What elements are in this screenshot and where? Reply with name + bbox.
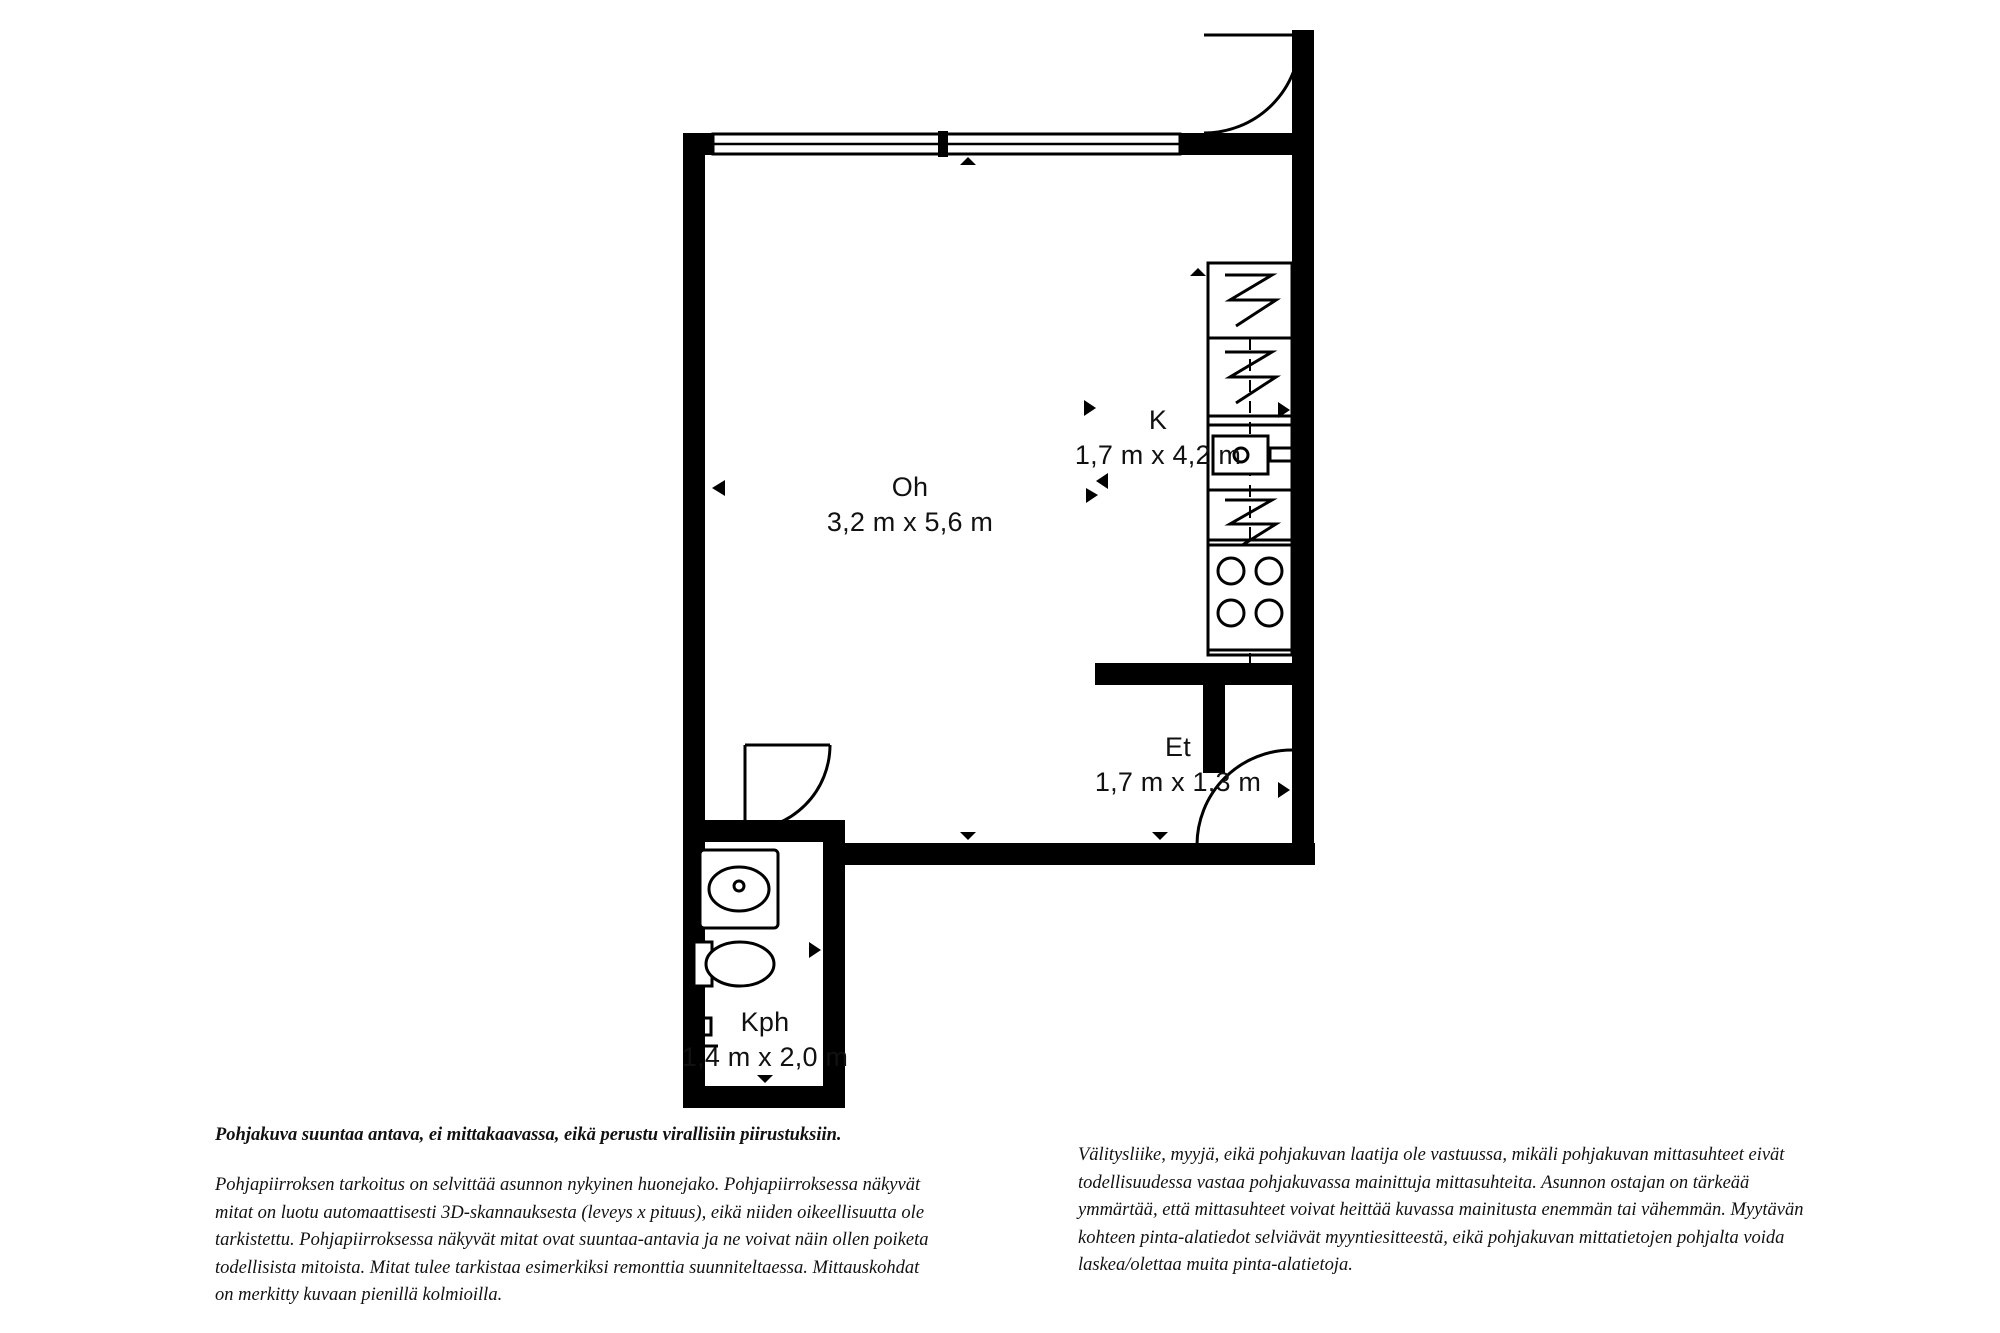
washbasin: [700, 850, 778, 928]
entry-door-top: [1204, 35, 1300, 133]
stove: [1208, 545, 1292, 650]
entry-door-frame: [1292, 30, 1314, 135]
disclaimer-right-body: Välitysliike, myyjä, eikä pohjakuvan laatija ole vastuussa, mikäli pohjakuvan mittasuhteet eivät todellisuudessa vastaa pohjakuvassa mainittuja mittasuhteita. Asunnon ostajan on tärkeää ymmärtää, että mittasuhteet voivat heittää kuvassa mainitusta enemmän tai vähemmän. Myytävän kohteen pinta-alatiedot selviävät myyntiesitteestä, eikä pohjakuvan mittatietojen pohjalta voida laskea/olettaa muita pinta-alatietoja.: [1078, 1145, 1804, 1275]
room-dims-kph: 1,4 m x 2,0 m: [681, 1042, 849, 1072]
room-name-k: K: [1148, 405, 1168, 435]
room-name-kph: Kph: [740, 1007, 790, 1037]
room-dims-et: 1,7 m x 1,3 m: [1094, 767, 1262, 797]
disclaimer-left-body: Pohjapiirroksen tarkoitus on selvittää asunnon nykyinen huonejako. Pohjapiirroksessa näkyvät mitat on luotu automaattisesti 3D-skannauksesta (leveys x pituus), eikä niiden oikeellisuutta ole tarkistettu. Pohjapiirroksessa näkyvät mitat ovat suuntaa-antavia ja ne voivat näin ollen poiketa todellisista mitoista. Mitat tulee tarkistaa esimerkiksi remonttia suunniteltaessa. Mittauskohdat on merkitty kuvaan pienillä kolmioilla.: [215, 1175, 929, 1305]
room-name-oh: Oh: [891, 472, 929, 502]
room-name-et: Et: [1165, 732, 1191, 762]
bathroom-door: [745, 745, 830, 830]
toilet: [694, 942, 774, 986]
room-dims-k: 1,7 m x 4,2 m: [1074, 440, 1242, 470]
room-dims-oh: 3,2 m x 5,6 m: [826, 507, 994, 537]
disclaimer-heading: Pohjakuva suuntaa antava, ei mittakaavassa, eikä perustu virallisiin piirustuksiin.: [215, 1125, 842, 1145]
window-top: [713, 131, 1180, 157]
measurement-markers: [712, 157, 1290, 1083]
